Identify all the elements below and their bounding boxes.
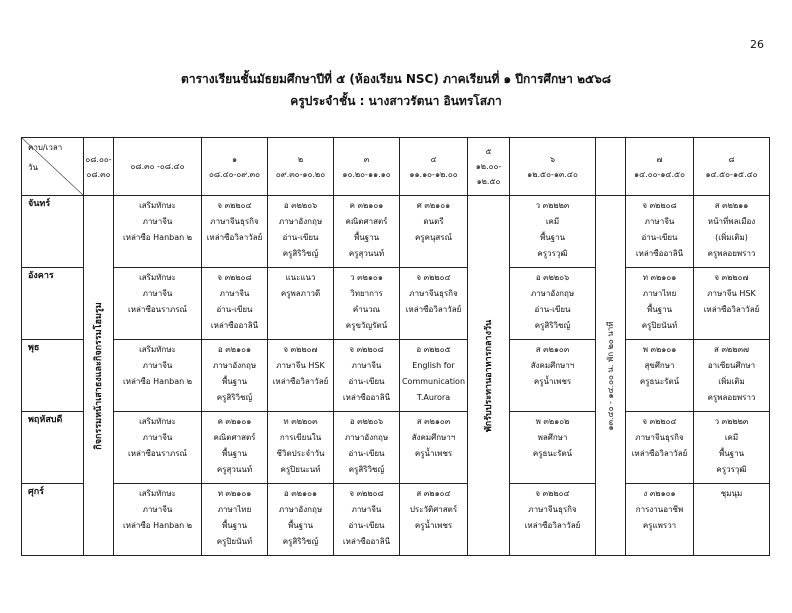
day-row [22, 340, 770, 412]
period-cell: แนะแนว ครูพลภาวดี [268, 268, 334, 340]
period-cell: จ ๓๒๒๐๘ ภาษาจีน อ่าน-เขียน เหล่าซืออาลินี [202, 268, 268, 340]
period-cell: อ ๓๒๒๐๖ ภาษาอังกฤษ อ่าน-เขียน ครูสิริวิชญ์ [334, 412, 400, 484]
morning-cell: เสริมทักษะ ภาษาจีน เหล่าซือนราภรณ์ [114, 268, 202, 340]
period-cell: อ ๓๒๑๐๑ ภาษาอังกฤษ พื้นฐาน ครูสิริวิชญ์ [202, 340, 268, 412]
day-row [22, 196, 770, 268]
day-row [22, 268, 770, 340]
timetable [21, 137, 770, 556]
header-period-1: ๑ ๐๘.๔๐-๐๙.๓๐ [202, 138, 268, 196]
period-cell: จ ๓๒๒๐๔ ภาษาจีนธุรกิจ เหล่าซือวิลาวัลย์ [626, 412, 694, 484]
period-cell: จ ๓๒๒๐๔ ภาษาจีนธุรกิจ เหล่าซือวิลาวัลย์ [400, 268, 468, 340]
header-break [596, 138, 626, 196]
period-cell: พ ๓๒๑๐๑ สุขศึกษา ครูธนะรัตน์ [626, 340, 694, 412]
period-cell: จ ๓๒๒๐๘ ภาษาจีน อ่าน-เขียน เหล่าซืออาลินี [334, 484, 400, 556]
page-title: ตารางเรียนชั้นมัธยมศึกษาปีที่ ๕ (ห้องเรียน NSC) ภาคเรียนที่ ๑ ปีการศึกษา ๒๕๖๘ [181, 72, 611, 86]
header-period-7: ๗ ๑๔.๐๐-๑๔.๕๐ [626, 138, 694, 196]
corner-cell [22, 138, 84, 196]
period-cell: จ ๓๒๒๐๘ ภาษาจีน อ่าน-เขียน เหล่าซืออาลินี [334, 340, 400, 412]
period-cell: จ ๓๒๒๐๘ ภาษาจีน อ่าน-เขียน เหล่าซืออาลินี [626, 196, 694, 268]
break-cell: ๑๓.๔๐ - ๑๔.๐๐ น. พัก ๒๐ นาที [596, 196, 626, 556]
homeroom-cell: กิจกรรมหน้าเสาธงและกิจกรรมโฮมรูม [84, 196, 114, 556]
header-row [22, 138, 770, 196]
header-period-4: ๔ ๑๑.๑๐-๑๒.๐๐ [400, 138, 468, 196]
period-cell: ส ๓๒๑๐๓ สังคมศึกษาฯ ครูน้ำเพชร [400, 412, 468, 484]
period-cell: จ ๓๒๒๐๗ ภาษาจีน HSK เหล่าซือวิลาวัลย์ [268, 340, 334, 412]
period-cell: อ ๓๒๒๐๖ ภาษาอังกฤษ อ่าน-เขียน ครูสิริวิชญ์ [510, 268, 596, 340]
period-cell: ง ๓๒๑๐๑ การงานอาชีพ ครูแพรวา [626, 484, 694, 556]
header-col1: ๐๘.๐๐- ๐๘.๓๐ [84, 138, 114, 196]
corner-bottom-label: วัน [28, 163, 38, 172]
period-cell: ส ๓๒๑๐๓ สังคมศึกษาฯ ครูน้ำเพชร [510, 340, 596, 412]
period-cell: ส ๓๒๒๑๑ หน้าที่พลเมือง (เพิ่มเติม) ครูพลอยพราว [694, 196, 770, 268]
morning-cell: เสริมทักษะ ภาษาจีน เหล่าซือ Hanban ๒ [114, 484, 202, 556]
day-label: ศุกร์ [22, 484, 84, 556]
period-cell: อ ๓๒๒๐๖ ภาษาอังกฤษ อ่าน-เขียน ครูสิริวิชญ์ [268, 196, 334, 268]
day-label: พุธ [22, 340, 84, 412]
period-cell: ว ๓๒๒๒๓ เคมี พื้นฐาน ครูวรวุฒิ [694, 412, 770, 484]
header-period-6: ๖ ๑๒.๕๐-๑๓.๔๐ [510, 138, 596, 196]
period-cell: จ ๓๒๒๐๗ ภาษาจีน HSK เหล่าซือวิลาวัลย์ [694, 268, 770, 340]
period-cell: จ ๓๒๒๐๔ ภาษาจีนธุรกิจ เหล่าซือวิลาวัลย์ [202, 196, 268, 268]
morning-cell: เสริมทักษะ ภาษาจีน เหล่าซือ Hanban ๒ [114, 340, 202, 412]
period-cell: อ ๓๒๑๐๑ ภาษาอังกฤษ พื้นฐาน ครูสิริวิชญ์ [268, 484, 334, 556]
period-cell: พ ๓๒๑๐๒ พลศึกษา ครูธนะรัตน์ [510, 412, 596, 484]
header-period-5: ๕ ๑๒.๐๐- ๑๒.๕๐ [468, 138, 510, 196]
header-period-2: ๒ ๐๙.๓๐-๑๐.๒๐ [268, 138, 334, 196]
day-label: อังคาร [22, 268, 84, 340]
period-cell: ว ๓๒๑๐๑ วิทยาการ คำนวณ ครูขวัญรัตน์ [334, 268, 400, 340]
period-cell: ท ๓๒๑๐๑ ภาษาไทย พื้นฐาน ครูปิยนันท์ [626, 268, 694, 340]
day-row [22, 484, 770, 556]
header-period-3: ๓ ๑๐.๒๐-๑๑.๑๐ [334, 138, 400, 196]
period-cell: ชุมนุม [694, 484, 770, 556]
day-row [22, 412, 770, 484]
lunch-cell: พักรับประทานอาหารกลางวัน [468, 196, 510, 556]
period-cell: ส ๓๒๒๓๗ อาเซียนศึกษา เพิ่มเติม ครูพลอยพราว [694, 340, 770, 412]
period-cell: ศ ๓๒๑๐๑ ดนตรี ครูคนุสรณ์ [400, 196, 468, 268]
period-cell: จ ๓๒๒๐๔ ภาษาจีนธุรกิจ เหล่าซือวิลาวัลย์ [510, 484, 596, 556]
period-cell: อ ๓๒๒๐๕ English for Communication T.Aurora [400, 340, 468, 412]
period-cell: ส ๓๒๑๐๔ ประวัติศาสตร์ ครูน้ำเพชร [400, 484, 468, 556]
page-subtitle: ครูประจำชั้น : นางสาวรัตนา อินทรโสภา [290, 94, 502, 108]
day-label: พฤหัสบดี [22, 412, 84, 484]
period-cell: ท ๓๒๒๐๓ การเขียนใน ชีวิตประจำวัน ครูปิยนะนท์ [268, 412, 334, 484]
header-period-8: ๘ ๑๔.๕๐-๑๕.๔๐ [694, 138, 770, 196]
header-col2: ๐๘.๓๐ -๐๘.๔๐ [114, 138, 202, 196]
period-cell: ว ๓๒๒๒๓ เคมี พื้นฐาน ครูวรวุฒิ [510, 196, 596, 268]
day-label: จันทร์ [22, 196, 84, 268]
corner-top-label: คาบ/เวลา [28, 143, 63, 152]
morning-cell: เสริมทักษะ ภาษาจีน เหล่าซือนราภรณ์ [114, 412, 202, 484]
morning-cell: เสริมทักษะ ภาษาจีน เหล่าซือ Hanban ๒ [114, 196, 202, 268]
page-number: 26 [750, 38, 764, 51]
period-cell: ค ๓๒๑๐๑ คณิตศาสตร์ พื้นฐาน ครูสุวนนท์ [334, 196, 400, 268]
period-cell: ท ๓๒๑๐๑ ภาษาไทย พื้นฐาน ครูปิยนันท์ [202, 484, 268, 556]
period-cell: ค ๓๒๑๐๑ คณิตศาสตร์ พื้นฐาน ครูสุวนนท์ [202, 412, 268, 484]
